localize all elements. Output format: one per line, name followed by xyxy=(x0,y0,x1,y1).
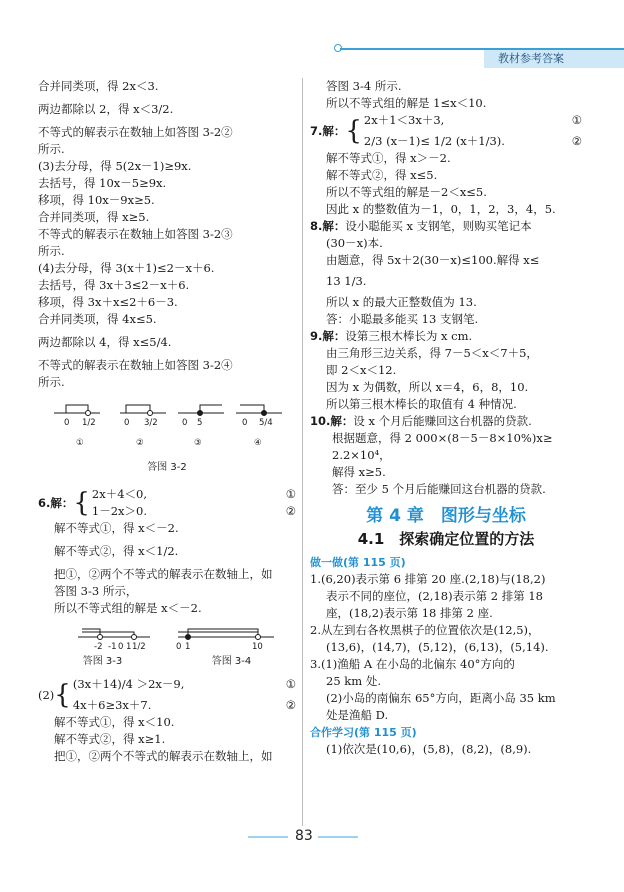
tick-label: 5/4 xyxy=(259,418,273,428)
text-line: 设 x 个月后能赚回这台机器的贷款. xyxy=(353,414,532,428)
text-line: (2)小岛的南偏东 65°方向，距离小岛 35 km xyxy=(326,691,556,705)
figure-3-3-3-4 xyxy=(38,619,296,653)
tick-label: 5 xyxy=(197,418,203,428)
text-line: 不等式的解表示在数轴上如答图 3-2② xyxy=(38,125,233,139)
tick-label: 0 xyxy=(242,418,248,428)
text-line: 移项，得 3x＋x≤2＋6－3. xyxy=(38,295,178,309)
text-line: 解不等式①，得 x＞－2. xyxy=(326,151,451,165)
tick-label: 0 xyxy=(176,642,182,652)
right-column xyxy=(310,78,582,758)
text-line: 3.(1)渔船 A 在小岛的北偏东 40°方向的 xyxy=(310,657,515,671)
question-number: 8.解： xyxy=(310,219,346,233)
tick-label: -2 xyxy=(94,642,103,652)
figure-label: ③ xyxy=(194,438,202,448)
text-line: 即 2＜x＜12. xyxy=(326,363,397,377)
text-line: 由三角形三边关系，得 7－5＜x＜7＋5， xyxy=(326,346,538,360)
text-line: 所以不等式组的解是 x＜－2. xyxy=(54,601,202,615)
text-line: 1.(6,20)表示第 6 排第 20 座.(2,18)与(18,2) xyxy=(310,572,546,586)
text-line: 因为 x 为偶数，所以 x＝4，6，8，10. xyxy=(326,380,529,394)
text-line: 不等式的解表示在数轴上如答图 3-2③ xyxy=(38,227,233,241)
figure-label: ④ xyxy=(254,438,262,448)
figure-label: ① xyxy=(76,438,84,448)
text-line: 去括号，得 10x－5≥9x. xyxy=(38,176,167,190)
text-line: 把①，②两个不等式的解表示在数轴上，如 xyxy=(54,567,273,581)
text-line: (13,6)，(14,7)，(5,12)，(6,13)，(5,14). xyxy=(326,640,549,654)
text-line: 答图 3-4 所示. xyxy=(326,79,402,93)
tick-label: 0 xyxy=(182,418,188,428)
text-line: 不等式的解表示在数轴上如答图 3-2④ xyxy=(38,358,233,372)
equation: 2x＋4＜0, xyxy=(91,487,148,501)
text-line: 解不等式②，得 x≤5. xyxy=(326,168,438,182)
equation-mark: ② xyxy=(571,134,582,148)
equation: 4x＋6≥3x＋7. xyxy=(72,698,152,712)
tick-label: 1/2 xyxy=(132,642,146,652)
text-line: 2.2×10⁴， xyxy=(332,448,391,462)
header-tab: 教材参考答案 xyxy=(484,50,624,68)
chapter-title: 第 4 章 图形与坐标 xyxy=(366,506,526,526)
footer-rule-left xyxy=(248,836,288,838)
text-line: 所示. xyxy=(38,375,65,389)
tick-label: -1 xyxy=(108,642,117,652)
text-line: 把①，②两个不等式的解表示在数轴上，如 xyxy=(54,749,273,763)
text-line: 所示. xyxy=(38,244,65,258)
left-column xyxy=(38,78,296,765)
equation-mark: ① xyxy=(571,113,582,127)
text-line: 所示. xyxy=(38,142,65,156)
text-line: 解得 x≥5. xyxy=(332,465,386,479)
text-line: 答：至少 5 个月后能赚回这台机器的贷款. xyxy=(332,482,546,496)
figure-caption: 答图 3-2 xyxy=(147,462,187,473)
equation-mark: ② xyxy=(285,504,296,518)
figure-caption: 答图 3-3 xyxy=(82,656,123,667)
q6-system xyxy=(38,486,296,520)
text-line: 根据题意，得 2 000×(8－5－8×10%)x≥ xyxy=(332,431,553,445)
q7-system xyxy=(310,112,582,150)
q6b-system xyxy=(38,676,296,714)
equation: 2x＋1＜3x＋3, xyxy=(363,113,445,127)
tick-label: 0 xyxy=(118,642,124,652)
text-line: 由题意，得 5x＋2(30－x)≤100.解得 x≤ xyxy=(326,253,540,267)
text-line: (3)去分母，得 5(2x－1)≥9x. xyxy=(38,159,192,173)
tick-label: 3/2 xyxy=(144,418,158,428)
text-line: (4)去分母，得 3(x＋1)≤2－x＋6. xyxy=(38,261,215,275)
tick-label: 1 xyxy=(126,642,132,652)
text-line: 所以不等式组的解是－2＜x≤5. xyxy=(326,185,487,199)
text-line: 答：小聪最多能买 13 支钢笔. xyxy=(326,312,479,326)
equation-mark: ② xyxy=(285,698,296,712)
subsection-heading: 合作学习(第 115 页) xyxy=(310,726,417,739)
tick-label: 1/2 xyxy=(82,418,96,428)
tick-label: 0 xyxy=(124,418,130,428)
footer-rule-right xyxy=(318,836,358,838)
page-number: 83 xyxy=(295,828,313,844)
text-line: 合并同类项，得 2x＜3. xyxy=(38,79,159,93)
text-line: 座，(18,2)表示第 18 排第 2 座. xyxy=(326,606,493,620)
subquestion-number: (2) xyxy=(38,687,55,702)
question-number: 6.解： xyxy=(38,495,74,510)
text-line: 2.从左到右各枚黑棋子的位置依次是(12,5)， xyxy=(310,623,540,637)
text-line: 25 km 处. xyxy=(326,674,381,688)
text-line: (30－x)本. xyxy=(326,236,383,250)
text-line: (1)依次是(10,6)，(5,8)，(8,2)，(8,9). xyxy=(326,742,532,756)
equation-mark: ① xyxy=(285,487,296,501)
tick-label: 1 xyxy=(185,642,191,652)
brace: { xyxy=(73,488,90,518)
question-number: 7.解： xyxy=(310,123,346,138)
text-line: 合并同类项，得 x≥5. xyxy=(38,210,150,224)
text-line: 处是渔船 D. xyxy=(326,708,389,722)
question-number: 9.解： xyxy=(310,329,346,343)
text-line: 表示不同的座位，(2,18)表示第 2 排第 18 xyxy=(326,589,543,603)
section-title: 4.1 探索确定位置的方法 xyxy=(357,530,535,548)
text-line: 设第三根木棒长为 x cm. xyxy=(345,329,473,343)
text-line: 解不等式②，得 x≥1. xyxy=(54,732,166,746)
question-number: 10.解： xyxy=(310,414,354,428)
equation: (3x＋14)/4 ＞2x－9, xyxy=(72,677,185,691)
text-line: 解不等式②，得 x＜1/2. xyxy=(54,544,179,558)
tick-label: 10 xyxy=(252,642,263,652)
text-line: 13 1/3. xyxy=(326,274,367,288)
text-line: 解不等式①，得 x＜10. xyxy=(54,715,175,729)
text-line: 两边都除以 2，得 x＜3/2. xyxy=(38,102,174,116)
figure-captions xyxy=(38,653,296,670)
text-line: 所以不等式组的解是 1≤x＜10. xyxy=(326,96,487,110)
column-divider xyxy=(302,78,303,826)
brace: { xyxy=(54,680,71,710)
text-line: 合并同类项，得 4x≤5. xyxy=(38,312,157,326)
equation-mark: ① xyxy=(285,677,296,691)
text-line: 所以第三根木棒长的取值有 4 种情况. xyxy=(326,397,517,411)
text-line: 所以 x 的最大正整数值为 13. xyxy=(326,295,477,309)
text-line: 移项，得 10x－9x≥5. xyxy=(38,193,155,207)
tick-label: 0 xyxy=(64,418,70,428)
subsection-heading: 做一做(第 115 页) xyxy=(310,556,406,569)
figure-caption: 答图 3-4 xyxy=(211,656,252,667)
equation: 1－2x＞0. xyxy=(91,504,148,518)
brace: { xyxy=(345,116,362,146)
figure-3-2 xyxy=(38,395,296,459)
figure-label: ② xyxy=(136,438,144,448)
text-line: 解不等式①，得 x＜－2. xyxy=(54,521,179,535)
text-line: 答图 3-3 所示， xyxy=(54,584,138,598)
text-line: 去括号，得 3x＋3≤2－x＋6. xyxy=(38,278,190,292)
equation: 2/3 (x－1)≤ 1/2 (x＋1/3). xyxy=(363,134,505,148)
text-line: 因此 x 的整数值为－1，0，1，2，3，4，5. xyxy=(326,202,556,216)
text-line: 设小聪能买 x 支钢笔，则购买笔记本 xyxy=(345,219,532,233)
text-line: 两边都除以 4，得 x≤5/4. xyxy=(38,335,172,349)
